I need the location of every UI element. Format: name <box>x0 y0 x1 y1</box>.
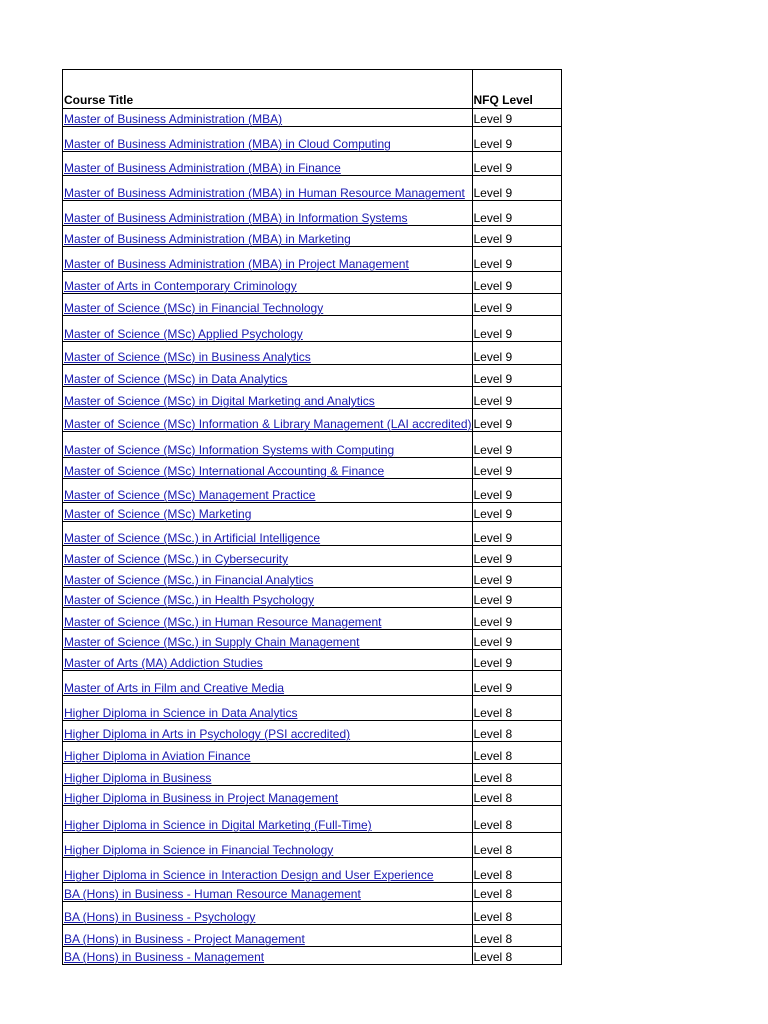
course-link[interactable]: Master of Science (MSc) in Financial Technology <box>64 301 324 315</box>
table-row <box>63 721 562 742</box>
nfq-level-cell: Level 9 <box>472 546 561 567</box>
table-row <box>63 546 562 567</box>
nfq-level-cell: Level 8 <box>472 786 561 806</box>
course-title-cell <box>63 833 473 858</box>
table-row <box>63 342 562 365</box>
table-row <box>63 458 562 479</box>
course-title-cell <box>63 671 473 696</box>
nfq-level-cell: Level 9 <box>472 316 561 342</box>
course-link[interactable]: Master of Science (MSc) in Business Analytics <box>64 350 311 364</box>
course-table-body <box>63 70 562 965</box>
course-title-cell <box>63 925 473 947</box>
course-title-cell <box>63 479 473 503</box>
table-row <box>63 696 562 721</box>
nfq-level-cell: Level 8 <box>472 742 561 764</box>
table-row <box>63 432 562 458</box>
nfq-level-cell: Level 9 <box>472 201 561 226</box>
table-row <box>63 109 562 127</box>
course-title-cell <box>63 764 473 786</box>
course-link[interactable]: Higher Diploma in Business in Project Management <box>64 791 339 805</box>
course-link[interactable]: Master of Business Administration (MBA) in Human Resource Management <box>64 186 465 200</box>
nfq-level-cell: Level 8 <box>472 806 561 833</box>
table-row <box>63 127 562 152</box>
nfq-level-cell: Level 9 <box>472 409 561 432</box>
nfq-level-cell: Level 9 <box>472 522 561 546</box>
table-row <box>63 630 562 650</box>
table-row <box>63 567 562 588</box>
course-title-cell <box>63 608 473 630</box>
course-link[interactable]: Master of Science (MSc) Marketing <box>64 507 252 521</box>
course-link[interactable]: Master of Science (MSc.) in Health Psychology <box>64 593 315 607</box>
nfq-level-cell: Level 8 <box>472 721 561 742</box>
course-link[interactable]: BA (Hons) in Business - Management <box>64 950 265 964</box>
course-link[interactable]: Master of Arts in Contemporary Criminology <box>64 279 297 293</box>
table-row <box>63 503 562 522</box>
course-title-cell <box>63 342 473 365</box>
table-row <box>63 764 562 786</box>
table-row <box>63 152 562 176</box>
nfq-level-cell: Level 8 <box>472 902 561 925</box>
course-title-cell <box>63 432 473 458</box>
course-link[interactable]: Master of Science (MSc.) in Cybersecurity <box>64 552 289 566</box>
course-title-cell <box>63 387 473 409</box>
nfq-level-cell: Level 9 <box>472 567 561 588</box>
course-title-cell <box>63 588 473 608</box>
course-link[interactable]: Master of Business Administration (MBA) in Marketing <box>64 232 351 246</box>
course-link[interactable]: BA (Hons) in Business - Project Management <box>64 932 305 946</box>
course-link[interactable]: Master of Science (MSc) International Accounting & Finance <box>64 464 385 478</box>
nfq-level-cell: Level 9 <box>472 294 561 316</box>
nfq-level-cell: Level 9 <box>472 588 561 608</box>
table-row <box>63 806 562 833</box>
nfq-level-cell: Level 9 <box>472 152 561 176</box>
table-row <box>63 858 562 883</box>
course-title-cell <box>63 630 473 650</box>
course-link[interactable]: Master of Business Administration (MBA) in Project Management <box>64 257 409 271</box>
course-link[interactable]: Master of Business Administration (MBA) in Information Systems <box>64 211 408 225</box>
course-title-cell <box>63 522 473 546</box>
table-row <box>63 272 562 294</box>
course-title-cell <box>63 650 473 671</box>
course-table <box>62 69 562 965</box>
course-title-cell <box>63 176 473 201</box>
table-row <box>63 588 562 608</box>
course-link[interactable]: Master of Science (MSc) in Digital Marketing and Analytics <box>64 394 375 408</box>
course-title-cell <box>63 786 473 806</box>
course-title-cell <box>63 503 473 522</box>
nfq-level-cell: Level 8 <box>472 764 561 786</box>
course-link[interactable]: Higher Diploma in Science in Digital Marketing (Full-Time) <box>64 818 372 832</box>
nfq-level-cell: Level 8 <box>472 858 561 883</box>
table-row <box>63 883 562 902</box>
course-link[interactable]: Master of Science (MSc.) in Financial Analytics <box>64 573 314 587</box>
table-row <box>63 226 562 247</box>
table-row <box>63 947 562 965</box>
table-row <box>63 409 562 432</box>
table-row <box>63 479 562 503</box>
course-title-cell <box>63 902 473 925</box>
course-title-cell <box>63 201 473 226</box>
nfq-level-cell: Level 8 <box>472 833 561 858</box>
course-title-cell <box>63 858 473 883</box>
nfq-level-cell: Level 9 <box>472 503 561 522</box>
course-title-cell <box>63 109 473 127</box>
course-link[interactable]: Master of Business Administration (MBA) in Finance <box>64 161 341 175</box>
course-title-cell <box>63 721 473 742</box>
nfq-level-cell: Level 9 <box>472 109 561 127</box>
course-link[interactable]: Master of Science (MSc.) in Artificial Intelligence <box>64 531 321 545</box>
course-title-cell <box>63 546 473 567</box>
nfq-level-cell: Level 8 <box>472 696 561 721</box>
table-row <box>63 522 562 546</box>
course-link[interactable]: Master of Business Administration (MBA) <box>64 112 283 126</box>
course-title-cell <box>63 883 473 902</box>
course-link[interactable]: Master of Arts in Film and Creative Media <box>64 681 285 695</box>
nfq-level-cell: Level 9 <box>472 272 561 294</box>
nfq-level-cell: Level 9 <box>472 671 561 696</box>
course-title-cell <box>63 742 473 764</box>
course-link[interactable]: BA (Hons) in Business - Psychology <box>64 910 256 924</box>
course-link[interactable]: BA (Hons) in Business - Human Resource Management <box>64 887 361 901</box>
header-nfq-level: NFQ Level <box>472 70 561 109</box>
course-title-cell <box>63 567 473 588</box>
course-link[interactable]: Higher Diploma in Arts in Psychology (PSI accredited) <box>64 727 351 741</box>
course-link[interactable]: Master of Science (MSc) Information Systems with Computing <box>64 443 395 457</box>
nfq-level-cell: Level 9 <box>472 479 561 503</box>
course-link[interactable]: Master of Science (MSc) Applied Psychology <box>64 327 303 341</box>
nfq-level-cell: Level 9 <box>472 458 561 479</box>
table-row <box>63 902 562 925</box>
course-title-cell <box>63 316 473 342</box>
nfq-level-cell: Level 8 <box>472 925 561 947</box>
course-title-cell <box>63 152 473 176</box>
nfq-level-cell: Level 9 <box>472 432 561 458</box>
nfq-level-cell: Level 8 <box>472 883 561 902</box>
course-link[interactable]: Master of Business Administration (MBA) in Cloud Computing <box>64 137 391 151</box>
course-link[interactable]: Master of Arts (MA) Addiction Studies <box>64 656 263 670</box>
table-row <box>63 786 562 806</box>
table-row <box>63 176 562 201</box>
course-title-cell <box>63 226 473 247</box>
nfq-level-cell: Level 9 <box>472 365 561 387</box>
course-link[interactable]: Higher Diploma in Aviation Finance <box>64 749 251 763</box>
course-title-cell <box>63 365 473 387</box>
nfq-level-cell: Level 8 <box>472 947 561 965</box>
table-row <box>63 650 562 671</box>
header-course-title: Course Title <box>63 70 473 109</box>
table-row <box>63 387 562 409</box>
table-row <box>63 365 562 387</box>
course-link[interactable]: Master of Science (MSc) in Data Analytics <box>64 372 288 386</box>
table-row <box>63 247 562 272</box>
table-row <box>63 671 562 696</box>
course-title-cell <box>63 806 473 833</box>
course-title-cell <box>63 127 473 152</box>
table-row <box>63 201 562 226</box>
nfq-level-cell: Level 9 <box>472 387 561 409</box>
course-link[interactable]: Master of Science (MSc.) in Supply Chain Management <box>64 635 360 649</box>
table-row <box>63 925 562 947</box>
nfq-level-cell: Level 9 <box>472 650 561 671</box>
nfq-level-cell: Level 9 <box>472 226 561 247</box>
course-title-cell <box>63 294 473 316</box>
course-title-cell <box>63 272 473 294</box>
table-row <box>63 294 562 316</box>
nfq-level-cell: Level 9 <box>472 630 561 650</box>
header-row <box>63 70 562 109</box>
nfq-level-cell: Level 9 <box>472 247 561 272</box>
course-title-cell <box>63 458 473 479</box>
course-link[interactable]: Master of Science (MSc) Information & Library Management (LAI accredited) <box>64 417 472 431</box>
course-link[interactable]: Higher Diploma in Science in Interaction Design and User Experience <box>64 868 434 882</box>
nfq-level-cell: Level 9 <box>472 608 561 630</box>
table-row <box>63 833 562 858</box>
course-link[interactable]: Higher Diploma in Business <box>64 771 212 785</box>
nfq-level-cell: Level 9 <box>472 127 561 152</box>
nfq-level-cell: Level 9 <box>472 176 561 201</box>
course-link[interactable]: Higher Diploma in Science in Data Analytics <box>64 706 298 720</box>
table-row <box>63 742 562 764</box>
course-link[interactable]: Higher Diploma in Science in Financial Technology <box>64 843 334 857</box>
table-row <box>63 316 562 342</box>
course-title-cell <box>63 947 473 965</box>
course-title-cell <box>63 247 473 272</box>
course-link[interactable]: Master of Science (MSc) Management Practice <box>64 488 316 502</box>
table-row <box>63 608 562 630</box>
course-title-cell <box>63 409 473 432</box>
course-link[interactable]: Master of Science (MSc.) in Human Resource Management <box>64 615 382 629</box>
nfq-level-cell: Level 9 <box>472 342 561 365</box>
course-title-cell <box>63 696 473 721</box>
